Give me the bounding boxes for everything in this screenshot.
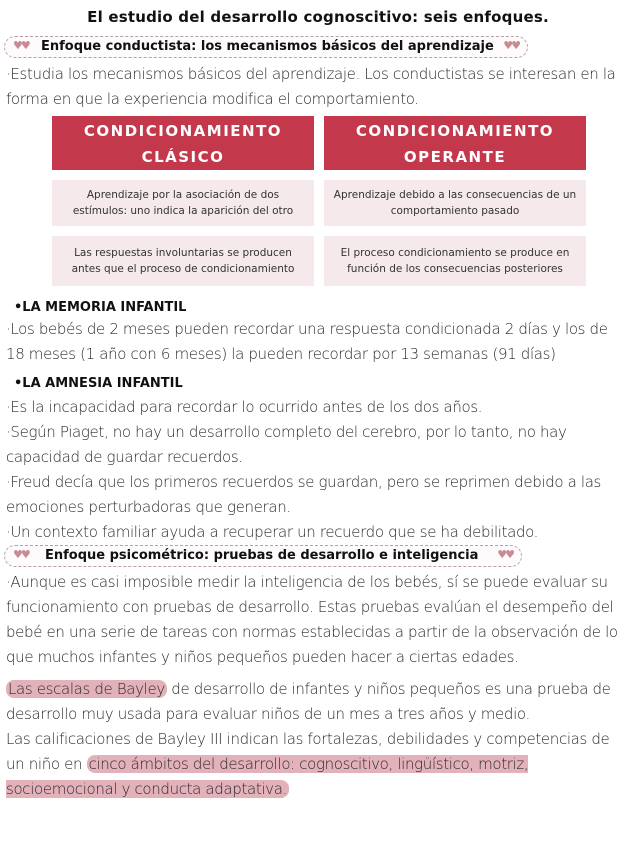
- psicometrico-paragraph: [6, 570, 630, 670]
- conditioning-comparison-table: [52, 116, 590, 288]
- page-title: El estudio del desarrollo cognoscitivo: seis enfoques.: [87, 8, 549, 26]
- hearts-icon: ♥♥: [497, 548, 513, 561]
- table-header-operante: [324, 116, 586, 170]
- califs-text: [6, 727, 630, 802]
- header-line: CONDICIONAMIENTO: [83, 122, 283, 140]
- section-heading-psicometrico: [4, 545, 522, 567]
- amnesia-line: ·Es la incapacidad para recordar lo ocurrido antes de los dos años.: [6, 398, 483, 416]
- highlight-ambitos: cinco ámbitos del desarrollo: cognoscitivo, lingüístico, motriz, socioemocional y conducta adaptativa.: [6, 755, 529, 798]
- paragraph-text: ·Los bebés de 2 meses pueden recordar una respuesta condicionada 2 días y los de 18 meses (1 año con 6 meses) la pueden recordar por 13 semanas (91 días): [6, 320, 608, 363]
- hearts-icon: ♥♥: [13, 548, 29, 561]
- hearts-icon: ♥♥: [13, 39, 29, 52]
- table-column-operante: [324, 116, 586, 288]
- table-cell: El proceso condicionamiento se produce en función de los consecuencias posteriores: [324, 236, 586, 286]
- amnesia-line: ·Según Piaget, no hay un desarrollo completo del cerebro, por lo tanto, no hay capacidad de guardar recuerdos.: [6, 423, 567, 466]
- highlight-bayley: Las escalas de Bayley: [8, 680, 165, 698]
- header-line: CONDICIONAMIENTO: [355, 122, 555, 140]
- section-heading-text: Enfoque conductista: los mecanismos básicos del aprendizaje: [41, 39, 494, 54]
- bayley-paragraph: [6, 677, 630, 802]
- table-cell: Las respuestas involuntarias se producen antes que el proceso de condicionamiento: [52, 236, 314, 286]
- bayley-rest: de desarrollo de infantes y niños pequeños es una prueba de desarrollo muy usada para evaluar niños de un mes a tres años y medio.: [6, 680, 611, 723]
- hearts-icon: ♥♥: [503, 39, 519, 52]
- section-heading-text: Enfoque psicométrico: pruebas de desarrollo e inteligencia: [45, 548, 479, 563]
- table-column-clasico: [52, 116, 314, 288]
- califs-start: Las calificaciones de Bayley III indican las fortalezas, debilidades y competencias de un niño en: [6, 730, 610, 773]
- header-line: OPERANTE: [403, 148, 507, 166]
- amnesia-line: ·Un contexto familiar ayuda a recuperar un recuerdo que se ha debilitado.: [6, 523, 539, 541]
- paragraph-text: ·Estudia los mecanismos básicos del aprendizaje. Los conductistas se interesan en la forma en que la experiencia modifica el comportamiento.: [6, 65, 616, 108]
- subheading-memoria: •LA MEMORIA INFANTIL: [14, 300, 187, 315]
- paragraph-text: ·Aunque es casi imposible medir la inteligencia de los bebés, sí se puede evaluar su funcionamiento con pruebas de desarrollo. Estas pruebas evalúan el desempeño del bebé en una serie de tareas con normas establecidas a partir de la observación de lo que muchos infantes y niños pequeños pueden hacer a ciertas edades.: [6, 573, 618, 666]
- conductista-paragraph: [6, 62, 630, 112]
- memoria-paragraph: [6, 317, 630, 367]
- header-line: CLÁSICO: [141, 148, 225, 166]
- subheading-amnesia: •LA AMNESIA INFANTIL: [14, 376, 183, 391]
- table-cell: Aprendizaje por la asociación de dos estímulos: uno indica la aparición del otro: [52, 180, 314, 226]
- amnesia-line: ·Freud decía que los primeros recuerdos se guardan, pero se reprimen debido a las emociones perturbadoras que generan.: [6, 473, 602, 516]
- table-header-clasico: [52, 116, 314, 170]
- section-heading-conductista: [4, 36, 528, 58]
- table-cell: Aprendizaje debido a las consecuencias de un comportamiento pasado: [324, 180, 586, 226]
- bayley-text: [6, 677, 630, 727]
- amnesia-paragraph: [6, 395, 630, 545]
